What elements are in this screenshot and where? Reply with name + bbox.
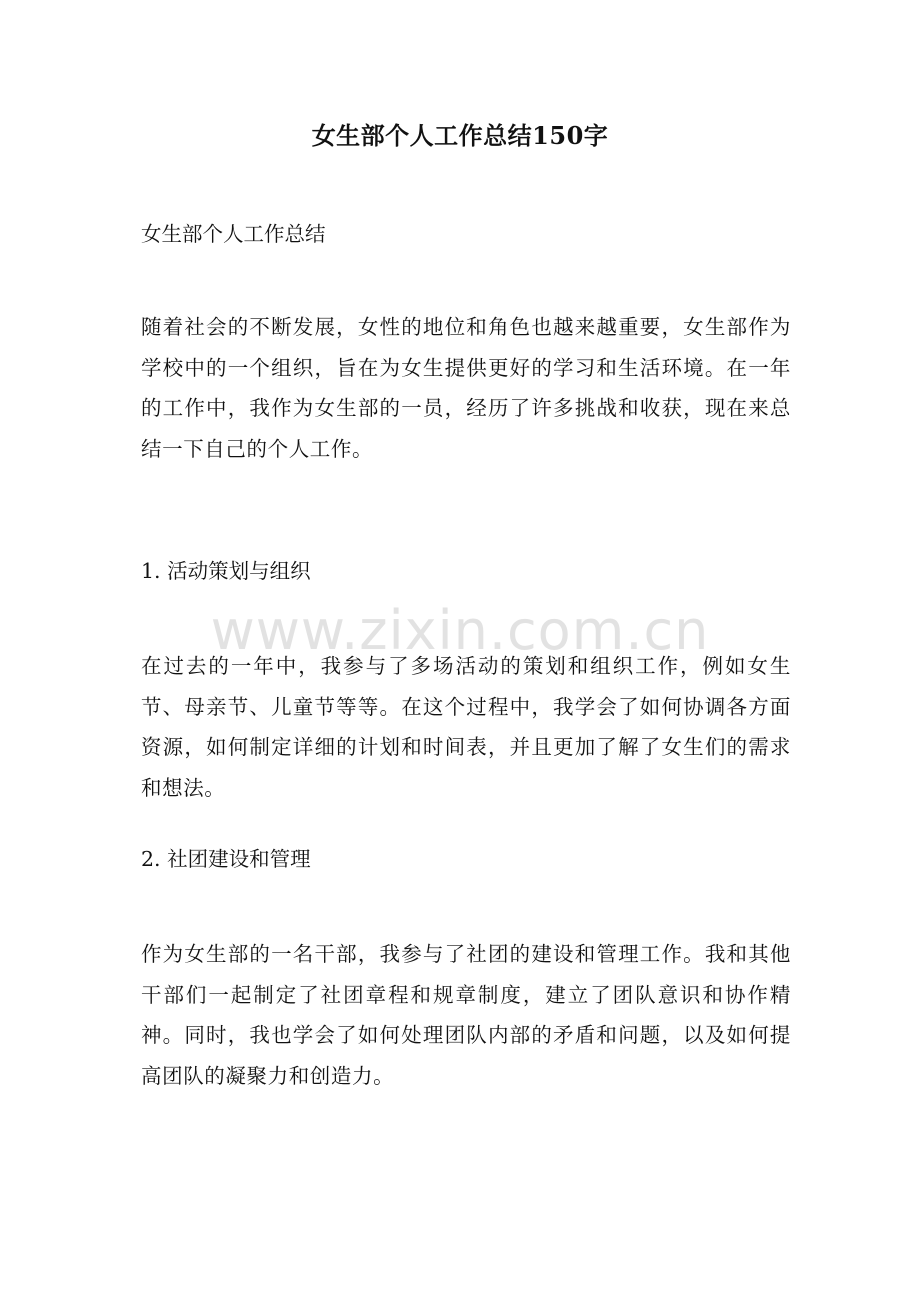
paragraph-intro: 随着社会的不断发展，女性的地位和角色也越来越重要，女生部作为学校中的一个组织，旨在为女生提供更好的学习和生活环境。在一年的工作中，我作为女生部的一员，经历了许多挑战和收获，现在来总结一下自己的个人工作。 [141,315,791,461]
section-heading-activity-planning: 1. 活动策划与组织 [141,559,311,583]
section-heading-club-management: 2. 社团建设和管理 [141,847,311,871]
document-subtitle: 女生部个人工作总结 [141,222,326,246]
paragraph-club-management: 作为女生部的一名干部，我参与了社团的建设和管理工作。我和其他干部们一起制定了社团章程和规章制度，建立了团队意识和协作精神。同时，我也学会了如何处理团队内部的矛盾和问题，以及如何提高团队的凝聚力和创造力。 [141,942,791,1088]
watermark: www.zixin.com.cn [210,599,710,662]
document-title: 女生部个人工作总结150字 [311,121,609,150]
paragraph-activity-planning: 在过去的一年中，我参与了多场活动的策划和组织工作，例如女生节、母亲节、儿童节等等。在这个过程中，我学会了如何协调各方面资源，如何制定详细的计划和时间表，并且更加了解了女生们的需求和想法。 [141,654,791,800]
